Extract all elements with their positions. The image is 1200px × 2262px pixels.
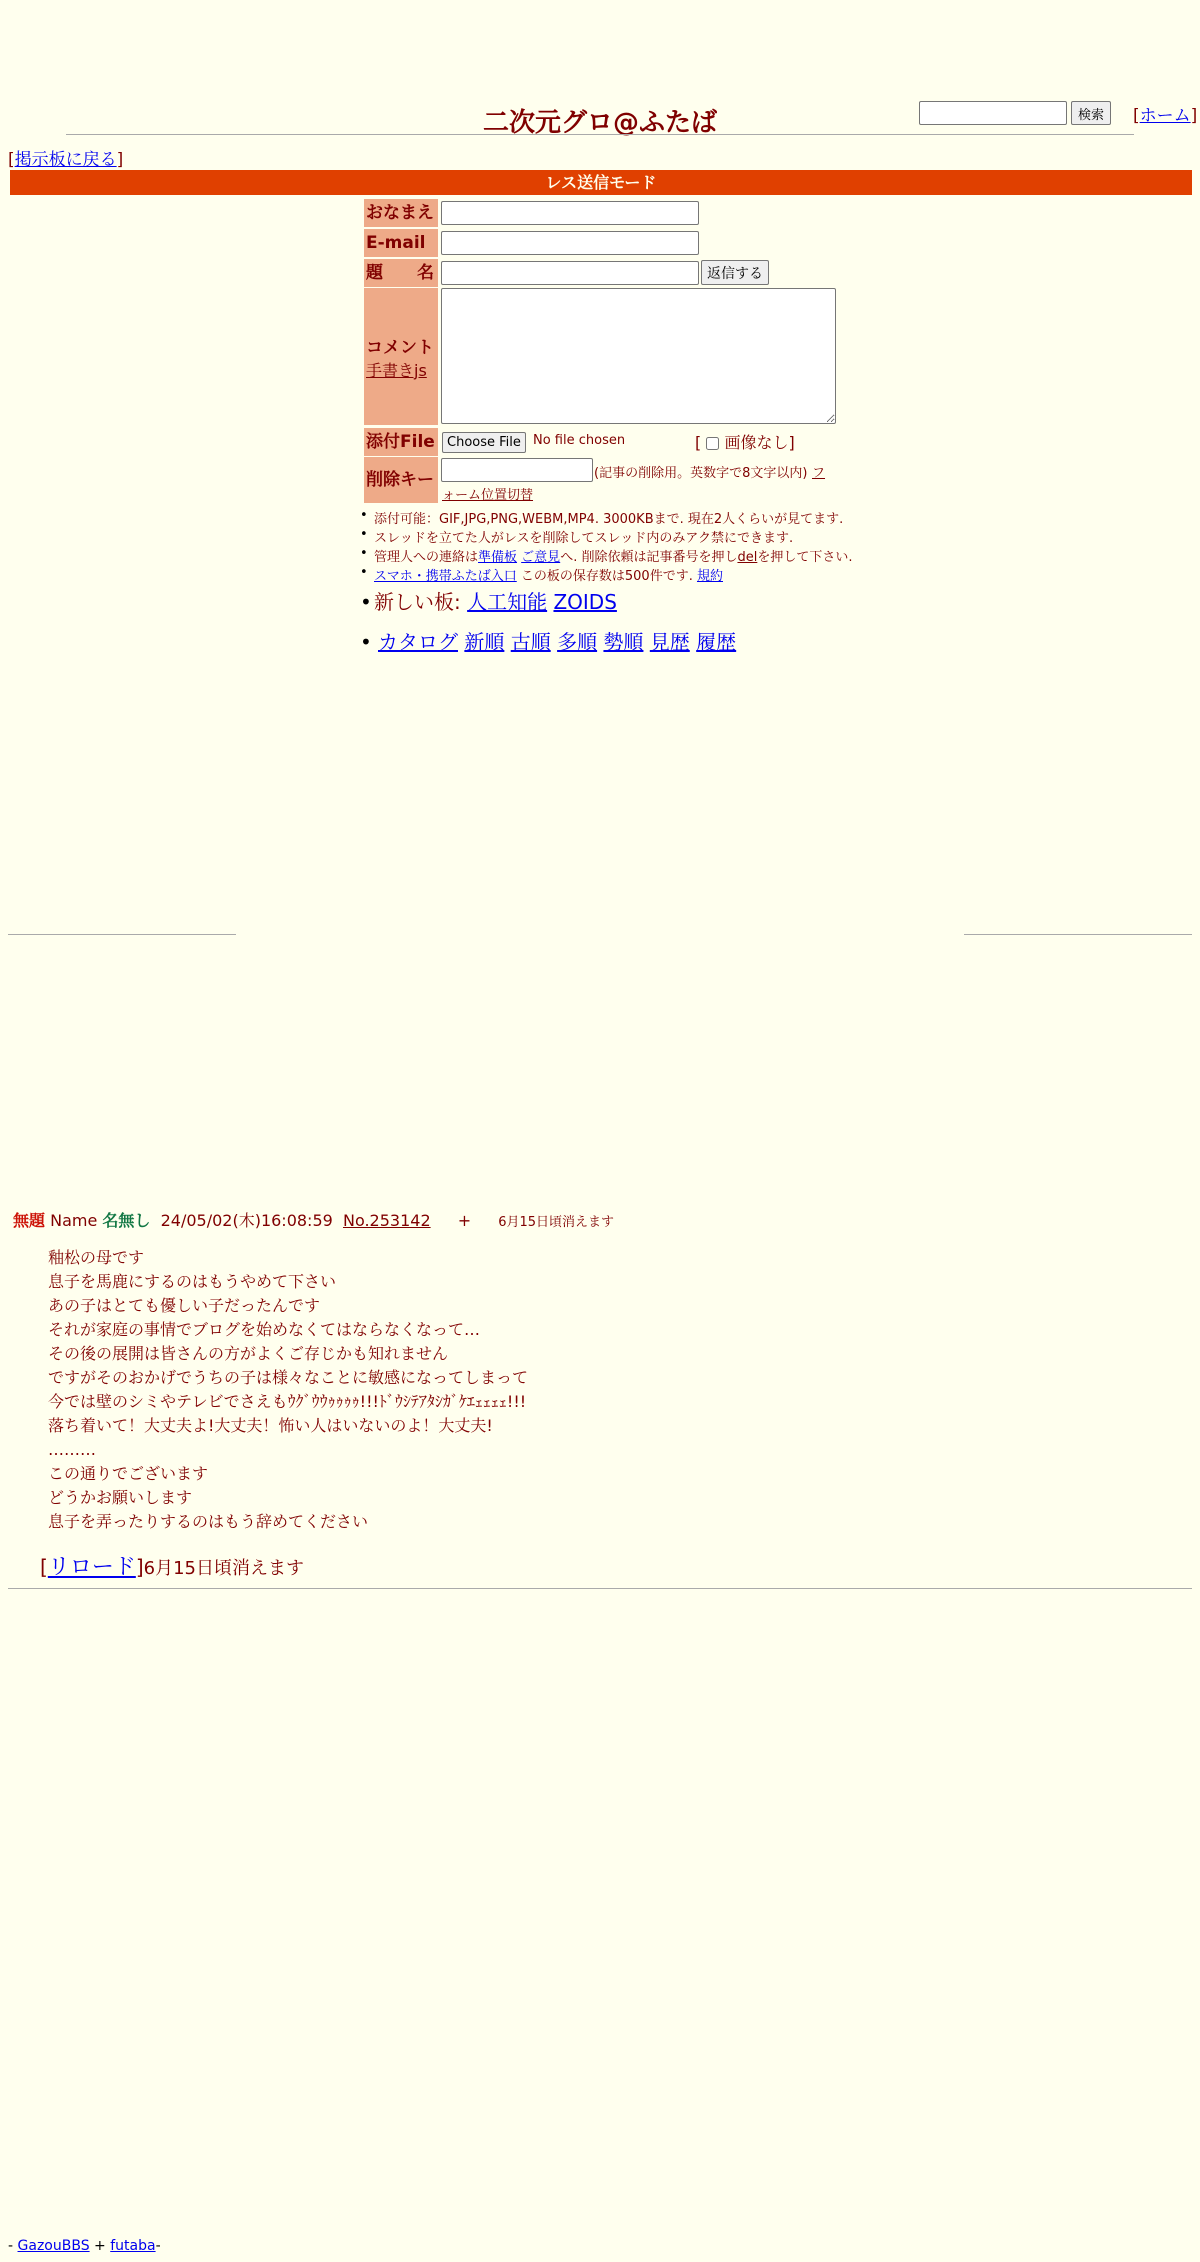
post-name: 名無し: [102, 1211, 151, 1230]
no-image-option: [695, 430, 795, 453]
terms-link[interactable]: 規約: [696, 569, 723, 584]
back-nav: [8, 145, 123, 170]
opinion-link[interactable]: ご意見: [521, 550, 561, 565]
post-subject: 無題: [13, 1211, 46, 1230]
rule-contact-text-3: を押して下さい.: [757, 550, 853, 565]
post-line: 落ち着いて！大丈夫よ!大丈夫！怖い人はいないのよ！大丈夫!: [48, 1416, 493, 1435]
file-label: 添付File: [364, 428, 438, 456]
save-count-text: この板の保存数は500件です.: [520, 569, 693, 584]
title-divider: [66, 134, 1134, 135]
post-line: あの子はとても優しい子だったんです: [48, 1296, 321, 1315]
choose-file-button[interactable]: Choose File: [442, 432, 526, 453]
post-line: それが家庭の事情でブログを始めなくてはならなくなって…: [48, 1320, 481, 1339]
post-line: 釉松の母です: [48, 1248, 145, 1267]
post-plus-button[interactable]: +: [457, 1211, 472, 1230]
rule-contact: [360, 546, 880, 565]
email-field[interactable]: [441, 231, 699, 255]
del-link[interactable]: del: [737, 550, 758, 565]
post-name-label: Name: [50, 1211, 98, 1230]
post-number-link[interactable]: No.253142: [342, 1211, 431, 1230]
reload-bracket-open: [: [40, 1555, 48, 1579]
reply-submit-button[interactable]: 返信する: [701, 260, 769, 285]
post-line: どうかお願いします: [48, 1488, 193, 1507]
rule-mobile: [360, 565, 880, 587]
subject-label: 題 名: [364, 259, 438, 287]
email-label: E-mail: [364, 229, 438, 257]
post-expire: 6月15日頃消えます: [498, 1215, 615, 1230]
comment-label: コメント: [366, 337, 434, 358]
rule-contact-text-2: へ. 削除依頼は記事番号を押し: [560, 550, 738, 565]
rule-contact-text: 管理人への連絡は: [374, 550, 479, 565]
gazoubbs-link[interactable]: GazouBBS: [17, 2238, 90, 2254]
nav-reply-count-link[interactable]: 多順: [557, 630, 598, 654]
reload-bracket-close: ]: [135, 1555, 144, 1579]
post-line: この通りでございます: [48, 1464, 209, 1483]
home-link[interactable]: ホーム: [1139, 106, 1191, 126]
home-bracket-close: ]: [1190, 106, 1198, 126]
rule-thread-ban: • スレッドを立てた人がレスを削除してスレッド内のみアク禁にできます.: [360, 527, 880, 546]
new-board-ai-link[interactable]: 人工知能: [467, 590, 548, 614]
reload-link[interactable]: リロード: [47, 1555, 136, 1580]
delete-key-note: (記事の削除用。英数字で8文字以内): [594, 466, 808, 481]
ad-divider-right: [964, 934, 1192, 935]
board-nav: [360, 627, 880, 657]
mobile-entrance-link[interactable]: スマホ・携帯ふたば入口: [374, 569, 517, 584]
back-bracket-open: [: [8, 150, 15, 170]
comment-label-cell: [364, 288, 438, 425]
delete-key-field[interactable]: [441, 458, 593, 482]
nav-catalog-link[interactable]: カタログ: [378, 630, 458, 654]
reload-expire: 6月15日頃消えます: [143, 1558, 304, 1579]
reload-bar: [40, 1550, 304, 1581]
subject-field[interactable]: [441, 261, 699, 285]
tegaki-link[interactable]: 手書きjs: [366, 360, 427, 380]
post-header: [13, 1208, 614, 1231]
comment-textarea[interactable]: [441, 288, 836, 424]
post-divider: [8, 1588, 1192, 1589]
home-bracket-open: [: [1133, 106, 1140, 126]
search-button[interactable]: 検索: [1071, 101, 1111, 125]
new-board-zoids-link[interactable]: ZOIDS: [553, 590, 617, 614]
post-line: 息子を弄ったりするのはもう辞めてください: [48, 1512, 369, 1531]
no-image-bracket-open: [: [695, 433, 702, 452]
no-image-label: 画像なし: [724, 433, 789, 452]
footer-prefix: -: [8, 2238, 18, 2254]
form-toggle-link-part1[interactable]: フ: [812, 466, 826, 481]
footer: [8, 2238, 161, 2254]
footer-separator: +: [89, 2238, 111, 2254]
file-status: No file chosen: [533, 433, 626, 448]
board-title: 二次元グロ@ふたば: [482, 108, 717, 138]
post-datetime: 24/05/02(木)16:08:59: [160, 1211, 333, 1230]
ad-divider-left: [8, 934, 236, 935]
post-line: その後の展開は皆さんの方がよくご存じかも知れません: [48, 1344, 449, 1363]
post-body: [48, 1246, 528, 1534]
back-to-board-link[interactable]: 掲示板に戻る: [14, 150, 117, 170]
rule-file-types: • 添付可能：GIF,JPG,PNG,WEBM,MP4. 3000KBまで. 現在2人くらいが見てます.: [360, 508, 880, 527]
nav-viewed-history-link[interactable]: 見歴: [649, 630, 690, 654]
no-image-checkbox[interactable]: [706, 437, 719, 450]
nav-old-order-link[interactable]: 古順: [510, 630, 551, 654]
nav-momentum-link[interactable]: 勢順: [603, 630, 644, 654]
junbi-board-link[interactable]: 準備板: [478, 550, 518, 565]
post-line: ………: [48, 1440, 96, 1459]
nav-history-link[interactable]: 履歴: [696, 630, 737, 654]
new-boards-label: 新しい板:: [374, 590, 461, 614]
post-line: 息子を馬鹿にするのはもうやめて下さい: [48, 1272, 337, 1291]
nav-new-order-link[interactable]: 新順: [464, 630, 505, 654]
post-line: ですがそのおかげでうちの子は様々なことに敏感になってしまって: [48, 1368, 529, 1387]
delete-key-label: 削除キー: [364, 457, 438, 503]
reply-mode-bar: レス送信モード: [10, 170, 1192, 195]
form-toggle-link-part2[interactable]: ォーム位置切替: [442, 488, 534, 503]
new-boards: [360, 587, 880, 627]
name-label: おなまえ: [364, 199, 438, 227]
post-line: 今では壁のシミやテレビでさえもｳｸﾞｳｳｩｩｩｩ!!!ﾄﾞｳｼﾃｱﾀｼｶﾞｹｴｪｪｪｪ!!!: [48, 1392, 527, 1411]
name-field[interactable]: [441, 201, 699, 225]
footer-suffix: -: [155, 2238, 161, 2254]
no-image-bracket-close: ]: [788, 433, 795, 452]
board-rules: [360, 508, 880, 657]
futaba-link[interactable]: futaba: [110, 2238, 156, 2254]
back-bracket-close: ]: [116, 150, 124, 170]
